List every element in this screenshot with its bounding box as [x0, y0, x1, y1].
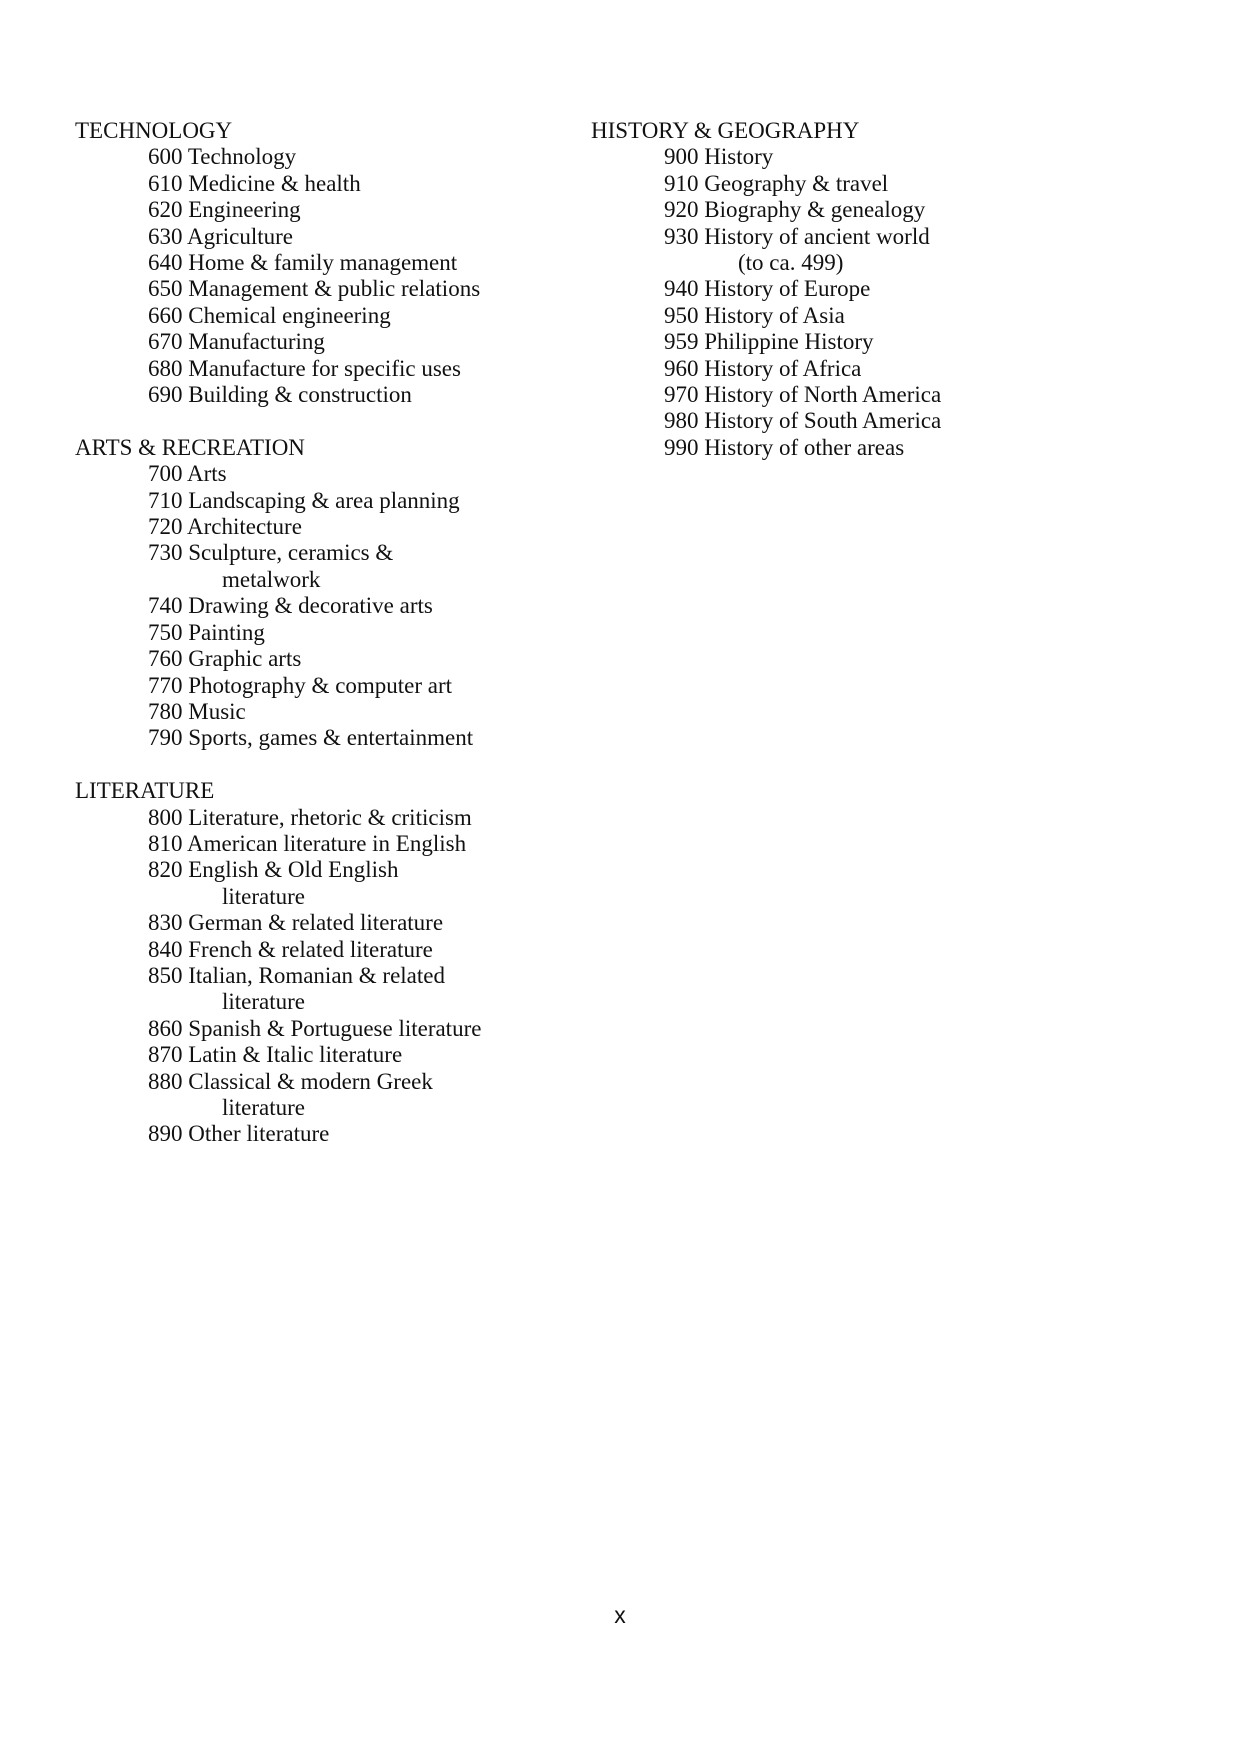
class-entry-label: 850 Italian, Romanian & related	[148, 962, 445, 988]
class-entry	[75, 831, 575, 857]
class-entry-label: 840 French & related literature	[148, 936, 433, 962]
class-entry	[75, 725, 575, 751]
class-entry	[75, 805, 575, 831]
class-entry-label: 720 Architecture	[148, 514, 302, 540]
class-entry-label: 710 Landscaping & area planning	[148, 487, 460, 513]
class-entry	[75, 171, 575, 197]
class-entry-label: 660 Chemical engineering	[148, 302, 391, 328]
class-entry-label: 940 History of Europe	[664, 276, 871, 302]
class-entry-label: 890 Other literature	[148, 1121, 330, 1147]
class-entry-continuation: literature	[222, 1095, 306, 1120]
class-entry	[591, 144, 1111, 170]
class-entry-continuation: literature	[222, 989, 306, 1015]
class-entry-label: 690 Building & construction	[148, 382, 412, 408]
class-entry	[75, 461, 575, 487]
class-entry	[75, 488, 575, 514]
class-entry	[75, 514, 575, 540]
class-entry	[75, 963, 575, 1016]
class-entry-continuation: literature	[222, 883, 306, 909]
class-entry-label: 900 History	[664, 144, 774, 170]
class-entry-label: 950 History of Asia	[664, 302, 845, 328]
class-entry	[591, 303, 1111, 329]
entry-list-literature	[75, 805, 575, 1148]
section-title-arts-recreation: ARTS & RECREATION	[75, 434, 305, 460]
class-entry	[75, 620, 575, 646]
class-entry	[75, 1069, 575, 1122]
class-entry	[75, 673, 575, 699]
class-entry	[75, 593, 575, 619]
class-entry-label: 990 History of other areas	[664, 434, 905, 460]
class-entry-label: 810 American literature in English	[148, 830, 467, 856]
class-entry	[75, 699, 575, 725]
class-entry	[75, 382, 575, 408]
class-entry	[75, 224, 575, 250]
class-entry	[75, 144, 575, 170]
class-entry	[591, 382, 1111, 408]
class-entry	[75, 250, 575, 276]
entry-list-arts-recreation	[75, 461, 575, 751]
class-entry-label: 800 Literature, rhetoric & criticism	[148, 804, 472, 830]
class-entry	[591, 197, 1111, 223]
class-entry-label: 910 Geography & travel	[664, 170, 889, 196]
class-entry-continuation: (to ca. 499)	[738, 250, 844, 276]
section-arts-recreation	[75, 435, 575, 752]
class-entry-label: 820 English & Old English	[148, 857, 399, 883]
class-entry-label: 750 Painting	[148, 619, 265, 645]
class-entry-label: 959 Philippine History	[664, 329, 874, 355]
class-entry-label: 630 Agriculture	[148, 223, 293, 249]
class-entry-label: 970 History of North America	[664, 382, 942, 408]
class-entry-label: 920 Biography & genealogy	[664, 197, 926, 223]
section-title-technology: TECHNOLOGY	[75, 118, 233, 143]
class-entry-label: 600 Technology	[148, 144, 297, 170]
class-entry-label: 790 Sports, games & entertainment	[148, 725, 474, 751]
class-entry	[75, 1121, 575, 1147]
class-entry-label: 960 History of Africa	[664, 355, 862, 381]
section-title-history-geography: HISTORY & GEOGRAPHY	[591, 118, 860, 143]
right-column	[591, 118, 1111, 488]
class-entry-label: 620 Engineering	[148, 197, 301, 223]
class-entry	[75, 857, 575, 910]
class-entry-label: 610 Medicine & health	[148, 170, 361, 196]
class-entry-label: 700 Arts	[148, 461, 227, 487]
section-title-literature: LITERATURE	[75, 778, 215, 804]
left-column	[75, 118, 575, 1174]
section-history-geography	[591, 118, 1111, 461]
section-technology	[75, 118, 575, 408]
class-entry	[75, 276, 575, 302]
class-entry-label: 740 Drawing & decorative arts	[148, 593, 433, 619]
class-entry	[591, 435, 1111, 461]
class-entry	[75, 303, 575, 329]
class-entry	[591, 329, 1111, 355]
class-entry-continuation: metalwork	[222, 566, 321, 592]
class-entry	[75, 329, 575, 355]
class-entry-label: 730 Sculpture, ceramics &	[148, 540, 394, 566]
class-entry-label: 880 Classical & modern Greek	[148, 1068, 433, 1094]
class-entry-label: 780 Music	[148, 698, 246, 724]
class-entry-label: 870 Latin & Italic literature	[148, 1042, 403, 1068]
class-entry-label: 930 History of ancient world	[664, 223, 930, 249]
entry-list-history-geography	[591, 144, 1111, 461]
class-entry-label: 860 Spanish & Portuguese literature	[148, 1015, 482, 1041]
class-entry	[75, 540, 575, 593]
class-entry	[591, 224, 1111, 277]
class-entry	[75, 1016, 575, 1042]
class-entry-label: 770 Photography & computer art	[148, 672, 453, 698]
class-entry	[591, 356, 1111, 382]
class-entry-label: 980 History of South America	[664, 408, 942, 434]
class-entry	[591, 408, 1111, 434]
class-entry	[591, 276, 1111, 302]
section-literature	[75, 778, 575, 1148]
class-entry	[75, 1042, 575, 1068]
class-entry	[75, 197, 575, 223]
page-number: x	[614, 1602, 626, 1628]
class-entry	[75, 937, 575, 963]
class-entry	[75, 910, 575, 936]
class-entry-label: 830 German & related literature	[148, 910, 444, 936]
class-entry	[75, 646, 575, 672]
entry-list-technology	[75, 144, 575, 408]
class-entry-label: 670 Manufacturing	[148, 329, 325, 355]
class-entry-label: 760 Graphic arts	[148, 646, 302, 672]
class-entry-label: 680 Manufacture for specific uses	[148, 355, 461, 381]
class-entry-label: 640 Home & family management	[148, 250, 458, 276]
class-entry-label: 650 Management & public relations	[148, 276, 481, 302]
class-entry	[591, 171, 1111, 197]
class-entry	[75, 356, 575, 382]
